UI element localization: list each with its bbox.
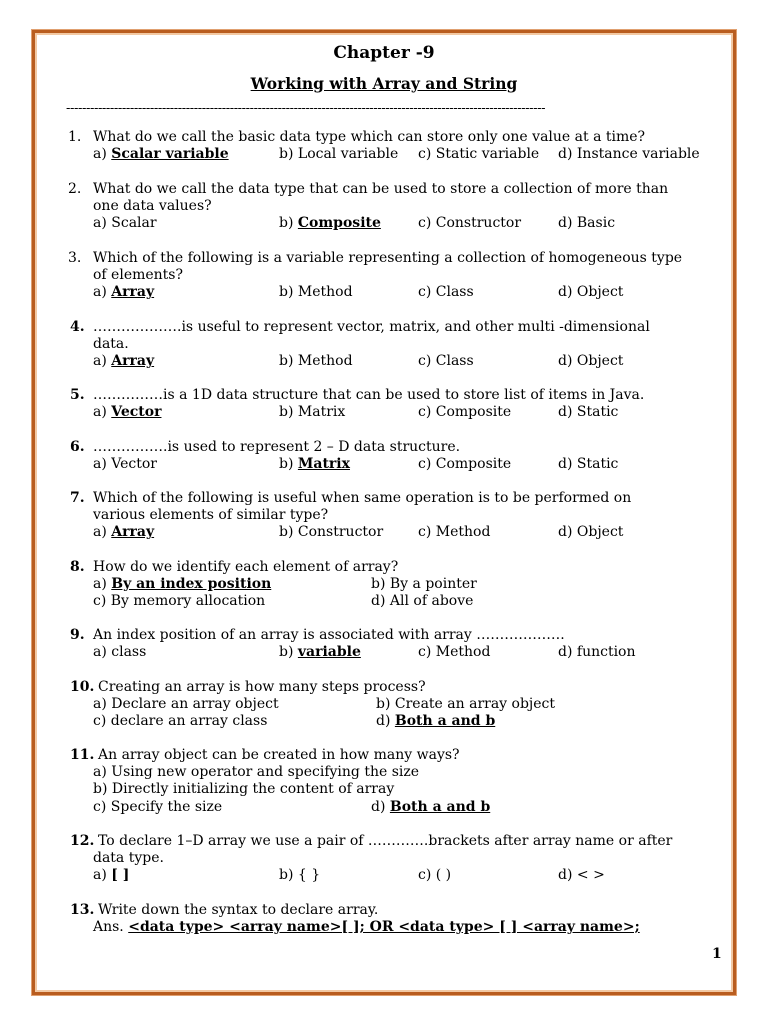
- question-text: …………….is used to represent 2 – D data structure.: [93, 439, 461, 455]
- question-12: [68, 833, 728, 885]
- correct-answer: Both a and b: [389, 798, 491, 815]
- correct-answer: Array: [111, 353, 155, 370]
- option-d: d) Object: [558, 284, 624, 301]
- option-c: c) ( ): [418, 867, 452, 884]
- question-number: 4.: [70, 319, 85, 335]
- option-c: c) declare an array class: [93, 713, 268, 730]
- question-10: [68, 679, 728, 731]
- option-a: a) Vector: [93, 404, 162, 421]
- option-b: b) { }: [279, 867, 321, 884]
- question-number: 5.: [70, 387, 85, 403]
- question-number: 2.: [68, 181, 82, 197]
- option-b: b) Method: [279, 284, 353, 301]
- option-b: b) Local variable: [279, 146, 399, 163]
- option-b: b) Composite: [279, 215, 381, 232]
- question-text: What do we call the data type that can be used to store a collection of more than: [93, 181, 669, 197]
- question-text: What do we call the basic data type which can store only one value at a time?: [93, 129, 646, 145]
- option-a: a) class: [93, 644, 147, 661]
- question-text: To declare 1–D array we use a pair of ………….brackets after array name or after: [98, 833, 673, 849]
- question-9: [68, 627, 728, 661]
- option-b: b) Matrix: [279, 404, 346, 421]
- option-a: a) [ ]: [93, 867, 130, 884]
- option-b: b) Create an array object: [376, 696, 556, 713]
- question-2: [68, 181, 728, 233]
- question-text-cont: data type.: [93, 850, 164, 867]
- option-c: c) Composite: [418, 404, 512, 421]
- question-text-cont: one data values?: [93, 198, 212, 215]
- option-a: a) Using new operator and specifying the size: [93, 764, 420, 781]
- option-a: a) Scalar: [93, 215, 157, 232]
- correct-answer: Scalar variable: [111, 146, 229, 163]
- option-b: b) Constructor: [279, 524, 384, 541]
- question-text-cont: data.: [93, 336, 129, 353]
- option-c: c) Class: [418, 284, 474, 301]
- option-d: d) Both a and b: [376, 713, 496, 730]
- option-d: d) Instance variable: [558, 146, 700, 163]
- option-d: d) Both a and b: [371, 798, 491, 815]
- question-number: 3.: [68, 250, 82, 266]
- question-number: 6.: [70, 439, 85, 455]
- question-number: 10.: [70, 679, 95, 695]
- option-c: c) Composite: [418, 456, 512, 473]
- option-d: d) Object: [558, 353, 624, 370]
- question-text: ……………is a 1D data structure that can be used to store list of items in Java.: [93, 387, 645, 403]
- option-a: a) Array: [93, 353, 155, 370]
- option-d: d) Object: [558, 524, 624, 541]
- question-text-cont: various elements of similar type?: [93, 507, 329, 524]
- chapter-title: [0, 74, 768, 93]
- option-d: d) Static: [558, 456, 619, 473]
- option-c: c) Static variable: [418, 146, 540, 163]
- option-c: c) Specify the size: [93, 798, 223, 815]
- question-5: [68, 387, 728, 421]
- option-a: a) Array: [93, 524, 155, 541]
- question-text: An index position of an array is associated with array ……………….: [93, 627, 565, 643]
- question-8: [68, 559, 728, 611]
- question-1: [68, 129, 728, 163]
- answer-label: Ans.: [93, 919, 129, 936]
- option-a: a) Array: [93, 284, 155, 301]
- question-13: [68, 902, 728, 936]
- question-number: 12.: [70, 833, 95, 849]
- correct-answer: Vector: [111, 404, 162, 421]
- option-b: b) By a pointer: [371, 576, 477, 593]
- correct-answer: <data type> <array name>[ ]; OR <data type> [ ] <array name>;: [128, 919, 640, 936]
- option-d: d) < >: [558, 867, 605, 884]
- question-text: Which of the following is a variable representing a collection of homogeneous type: [93, 250, 683, 266]
- option-c: c) By memory allocation: [93, 593, 266, 610]
- option-b: b) Method: [279, 353, 353, 370]
- question-number: 11.: [70, 747, 95, 763]
- question-text: Write down the syntax to declare array.: [98, 902, 379, 918]
- question-text: Which of the following is useful when same operation is to be performed on: [93, 490, 632, 506]
- correct-answer: Matrix: [297, 456, 350, 473]
- option-c: c) Class: [418, 353, 474, 370]
- question-3: [68, 250, 728, 302]
- correct-answer: variable: [297, 644, 361, 661]
- question-number: 7.: [70, 490, 85, 506]
- correct-answer: Array: [111, 284, 155, 301]
- option-c: c) Method: [418, 644, 491, 661]
- question-11: [68, 747, 728, 816]
- separator-line: ------------------------------------------------------------------------------------------------------------------------: [66, 101, 546, 116]
- question-number: 1.: [68, 129, 82, 145]
- chapter-title-text: Working with Array and String: [250, 74, 518, 93]
- option-b: b) Matrix: [279, 456, 350, 473]
- question-number: 13.: [70, 902, 95, 918]
- option-c: c) Constructor: [418, 215, 522, 232]
- page-number: 1: [712, 946, 722, 962]
- option-d: d) Basic: [558, 215, 616, 232]
- question-text-cont: of elements?: [93, 267, 184, 284]
- question-text: Creating an array is how many steps process?: [98, 679, 426, 695]
- question-text: ……………….is useful to represent vector, matrix, and other multi -dimensional: [93, 319, 650, 335]
- correct-answer: [ ]: [111, 867, 130, 884]
- option-d: d) Static: [558, 404, 619, 421]
- option-b: b) variable: [279, 644, 361, 661]
- question-text: An array object can be created in how many ways?: [98, 747, 460, 763]
- option-d: d) function: [558, 644, 636, 661]
- correct-answer: Composite: [297, 215, 381, 232]
- option-b: b) Directly initializing the content of array: [93, 781, 395, 798]
- option-d: d) All of above: [371, 593, 474, 610]
- option-c: c) Method: [418, 524, 491, 541]
- answer-line: [93, 919, 640, 936]
- option-a: a) By an index position: [93, 576, 272, 593]
- correct-answer: Array: [111, 524, 155, 541]
- option-a: a) Declare an array object: [93, 696, 279, 713]
- correct-answer: By an index position: [111, 576, 272, 593]
- question-4: [68, 319, 728, 371]
- question-7: [68, 490, 728, 542]
- question-6: [68, 439, 728, 473]
- option-a: a) Vector: [93, 456, 157, 473]
- question-number: 9.: [70, 627, 85, 643]
- question-number: 8.: [70, 559, 85, 575]
- chapter-heading: Chapter -9: [333, 43, 435, 63]
- question-text: How do we identify each element of array?: [93, 559, 399, 575]
- correct-answer: Both a and b: [394, 713, 496, 730]
- option-a: a) Scalar variable: [93, 146, 229, 163]
